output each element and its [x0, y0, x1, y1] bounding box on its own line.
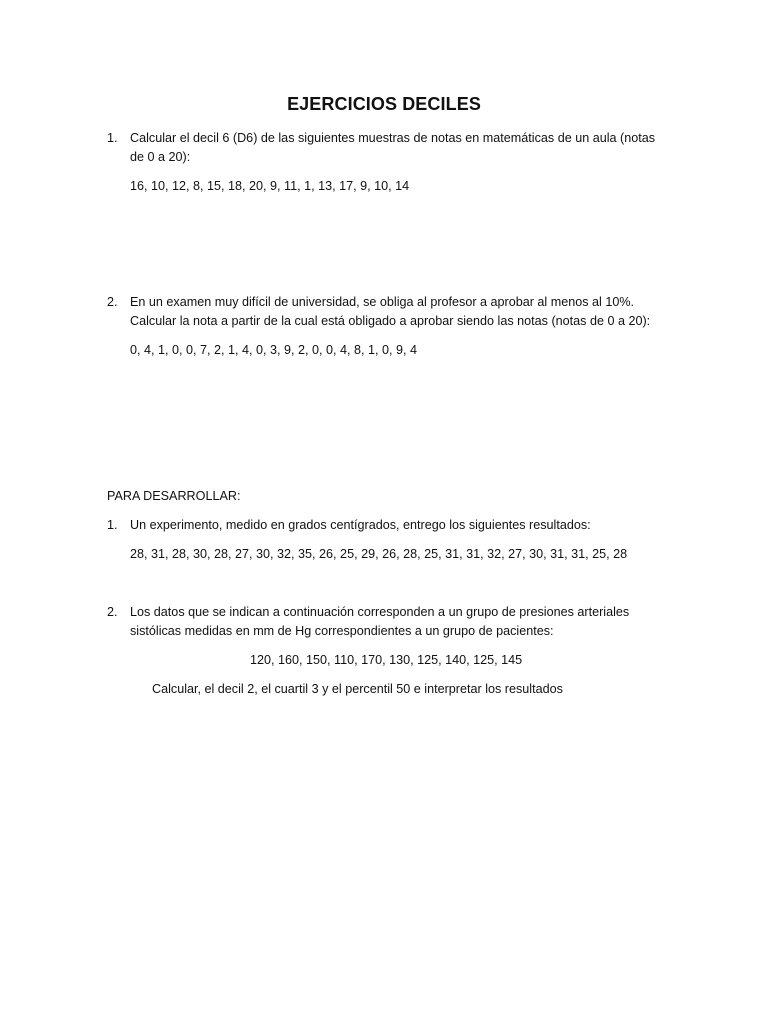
develop-2-data: 120, 160, 150, 110, 170, 130, 125, 140, 125, 145 — [250, 653, 523, 667]
develop-2-line-2: sistólicas medidas en mm de Hg correspondientes a un grupo de pacientes: — [130, 624, 554, 638]
develop-2-line-1: Los datos que se indican a continuación corresponden a un grupo de presiones arteriales — [130, 605, 630, 619]
develop-1-number: 1. — [107, 518, 118, 532]
exercise-2-data: 0, 4, 1, 0, 0, 7, 2, 1, 4, 0, 3, 9, 2, 0, 0, 4, 8, 1, 0, 9, 4 — [130, 343, 418, 357]
exercise-1-line-1: Calcular el decil 6 (D6) de las siguientes muestras de notas en matemáticas de un aula (notas — [130, 131, 656, 145]
exercise-2-number: 2. — [107, 295, 118, 309]
section-heading: PARA DESARROLLAR: — [107, 489, 241, 503]
exercise-2-line-1: En un examen muy difícil de universidad, se obliga al profesor a aprobar al menos al 10%. — [130, 295, 635, 309]
exercise-1-number: 1. — [107, 131, 118, 145]
develop-2-instruction: Calcular, el decil 2, el cuartil 3 y el percentil 50 e interpretar los resultados — [152, 682, 563, 696]
document-title: EJERCICIOS DECILES — [287, 94, 481, 114]
develop-1-data: 28, 31, 28, 30, 28, 27, 30, 32, 35, 26, 25, 29, 26, 28, 25, 31, 31, 32, 27, 30, 31, 31, 25, 28 — [130, 547, 628, 561]
exercise-2-line-2: Calcular la nota a partir de la cual está obligado a aprobar siendo las notas (notas de 0 a 20): — [130, 314, 651, 328]
exercise-1-line-2: de 0 a 20): — [130, 150, 191, 164]
develop-1-line-1: Un experimento, medido en grados centígrados, entrego los siguientes resultados: — [130, 518, 591, 532]
develop-2-number: 2. — [107, 605, 118, 619]
exercise-1-data: 16, 10, 12, 8, 15, 18, 20, 9, 11, 1, 13, 17, 9, 10, 14 — [130, 179, 410, 193]
